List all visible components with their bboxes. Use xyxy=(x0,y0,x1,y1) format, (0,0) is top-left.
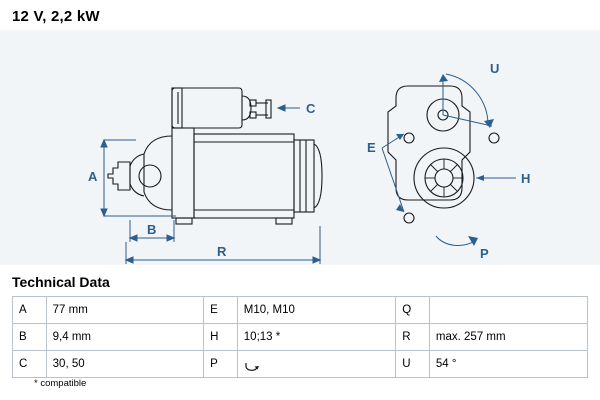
dimension-label-B: B xyxy=(147,222,157,237)
row-key-A: A xyxy=(13,297,47,324)
row-key-R: R xyxy=(396,324,430,351)
dimension-label-E: E xyxy=(367,140,376,155)
dimension-label-C: C xyxy=(306,101,316,116)
table-footnote: * compatible xyxy=(34,378,87,389)
technical-data-table xyxy=(12,296,588,378)
row-key-B: B xyxy=(13,324,47,351)
mounting-lug-right xyxy=(276,218,292,224)
mounting-hole-right xyxy=(489,133,499,143)
row-key-H: H xyxy=(204,324,238,351)
commutator-end-cover xyxy=(294,140,314,212)
table-row xyxy=(13,297,588,324)
row-value-C: 30, 50 xyxy=(46,351,203,378)
dimension-label-A: A xyxy=(88,169,98,184)
row-value-E: M10, M10 xyxy=(237,297,395,324)
side-dimensions xyxy=(101,105,320,264)
technical-data-heading: Technical Data xyxy=(12,274,110,290)
page-title: 12 V, 2,2 kW xyxy=(12,8,100,25)
row-key-C: C xyxy=(13,351,47,378)
row-key-U: U xyxy=(396,351,430,378)
drive-end-flange xyxy=(172,128,194,218)
bearing-cap xyxy=(130,154,144,196)
drive-bore xyxy=(414,148,474,208)
nose-bearing xyxy=(139,165,161,187)
row-value-H: 10;13 * xyxy=(237,324,395,351)
row-value-B: 9,4 mm xyxy=(46,324,203,351)
pinion-gear xyxy=(108,162,130,190)
nose-housing xyxy=(144,136,172,210)
row-key-E: E xyxy=(204,297,238,324)
end-cap xyxy=(314,144,322,208)
dimension-label-P: P xyxy=(480,246,489,261)
row-value-P xyxy=(237,351,395,378)
table-row xyxy=(13,351,588,378)
mounting-lug-left xyxy=(176,218,192,224)
dimension-label-R: R xyxy=(217,244,227,259)
dimension-label-H: H xyxy=(521,171,531,186)
table-row xyxy=(13,324,588,351)
row-key-Q: Q xyxy=(396,297,430,324)
mounting-flange xyxy=(388,86,470,200)
starter-drawing-panel xyxy=(0,30,600,265)
motor-housing xyxy=(194,134,294,218)
row-value-R: max. 257 mm xyxy=(429,324,587,351)
mounting-hole-bottom xyxy=(404,213,414,223)
row-value-Q xyxy=(429,297,587,324)
row-value-A: 77 mm xyxy=(46,297,203,324)
mounting-hole-top xyxy=(404,133,414,143)
row-key-P: P xyxy=(204,351,238,378)
rotation-direction-icon xyxy=(244,358,260,371)
dimension-label-U: U xyxy=(490,61,500,76)
solenoid-collar xyxy=(172,88,182,128)
starter-drawing-svg xyxy=(0,30,600,265)
row-value-U: 54 ° xyxy=(429,351,587,378)
